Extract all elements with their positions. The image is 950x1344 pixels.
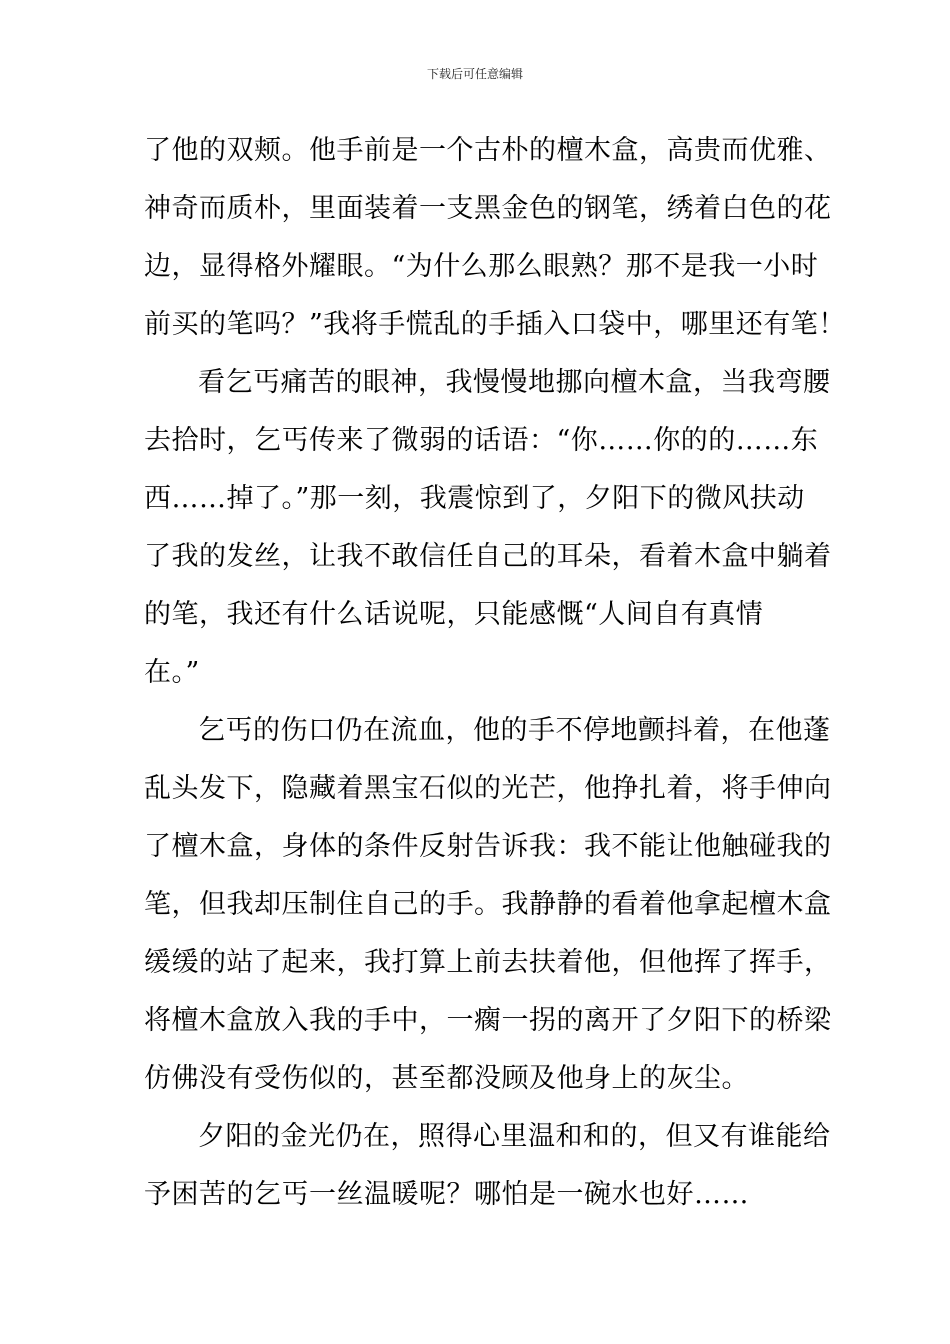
text-line: 前买的笔吗？”我将手慌乱的手插入口袋中，哪里还有笔！ xyxy=(144,309,846,340)
document-body xyxy=(144,122,846,1224)
text-line: 西……掉了。”那一刻，我震惊到了，夕阳下的微风扶动 xyxy=(144,483,805,514)
paragraph-4 xyxy=(144,1108,831,1224)
text-line: 去拾时，乞丐传来了微弱的话语：“你……你的的……东 xyxy=(144,425,819,456)
text-line: 夕阳的金光仍在，照得心里温和和的，但又有谁能给 xyxy=(198,1121,831,1152)
text-line: 了我的发丝，让我不敢信任自己的耳朵，看着木盒中躺着 xyxy=(144,541,832,572)
text-line: 缓缓的站了起来，我打算上前去扶着他，但他挥了挥手， xyxy=(144,947,832,978)
text-line: 了他的双颊。他手前是一个古朴的檀木盒，高贵而优雅、 xyxy=(144,135,832,166)
text-line: 的笔，我还有什么话说呢，只能感慨“人间自有真情 xyxy=(144,599,764,630)
text-line: 神奇而质朴，里面装着一支黑金色的钢笔，绣着白色的花 xyxy=(144,193,832,224)
text-line: 乞丐的伤口仍在流血，他的手不停地颤抖着，在他蓬 xyxy=(198,715,831,746)
text-line: 乱头发下，隐藏着黑宝石似的光芒，他挣扎着，将手伸向 xyxy=(144,773,832,804)
text-line: 将檀木盒放入我的手中，一瘸一拐的离开了夕阳下的桥梁 xyxy=(144,1005,832,1036)
text-line: 笔，但我却压制住自己的手。我静静的看着他拿起檀木盒 xyxy=(144,889,832,920)
paragraph-3 xyxy=(144,702,832,1108)
page-header: 下载后可任意编辑 xyxy=(426,67,523,81)
text-line: 仿佛没有受伤似的，甚至都没顾及他身上的灰尘。 xyxy=(144,1063,749,1094)
paragraph-2 xyxy=(144,354,832,702)
text-line: 在。” xyxy=(144,657,200,688)
text-line: 了檀木盒，身体的条件反射告诉我：我不能让他触碰我的 xyxy=(144,831,832,862)
paragraph-1 xyxy=(144,122,846,354)
text-line: 予困苦的乞丐一丝温暖呢？哪怕是一碗水也好…… xyxy=(144,1179,749,1210)
text-line: 看乞丐痛苦的眼神，我慢慢地挪向檀木盒，当我弯腰 xyxy=(198,367,831,398)
text-line: 边，显得格外耀眼。“为什么那么眼熟？那不是我一小时 xyxy=(144,251,819,282)
